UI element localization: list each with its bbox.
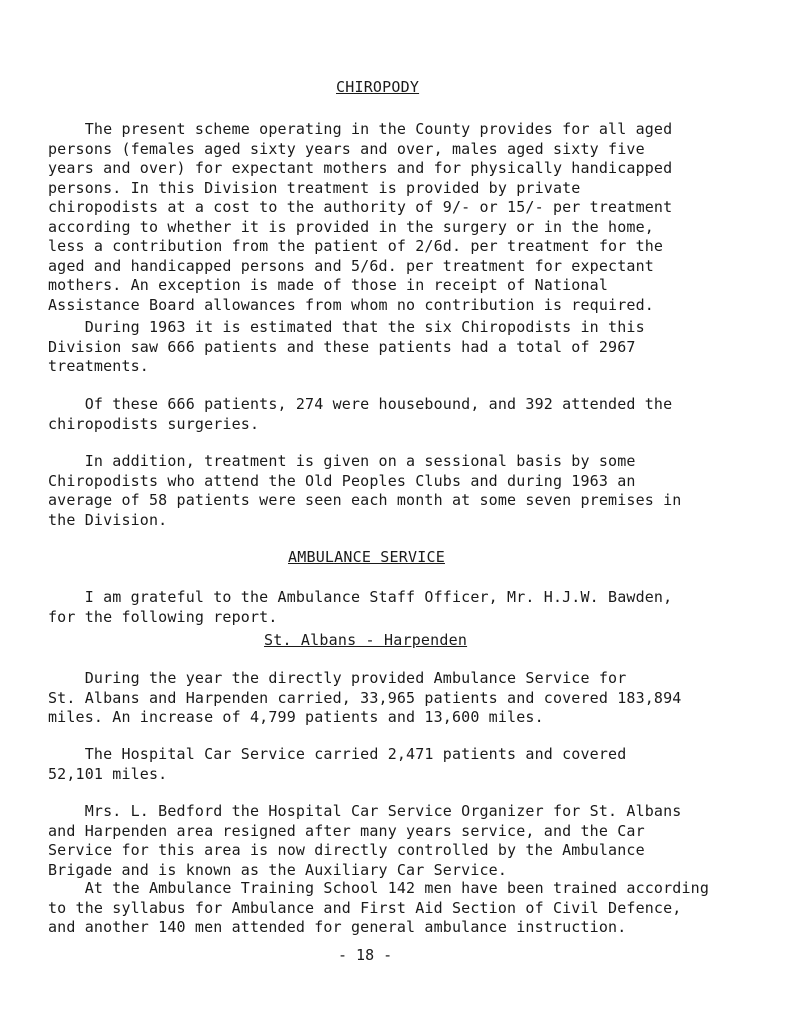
hospital-car-paragraph: The Hospital Car Service carried 2,471 patients and covered 52,101 miles. bbox=[48, 745, 627, 783]
st-albans-harpenden-heading: St. Albans - Harpenden bbox=[264, 631, 468, 649]
housebound-paragraph: Of these 666 patients, 274 were housebound, and 392 attended the chiropodists surgeries. bbox=[48, 395, 673, 433]
page-number: - 18 - bbox=[338, 946, 393, 964]
training-school-paragraph: At the Ambulance Training School 142 men have been trained according to the syllabus for Ambulance and First Aid Section of Civil Defence, and another 140 men attended for general ambulance instruction. bbox=[48, 879, 710, 936]
sessional-paragraph: In addition, treatment is given on a sessional basis by some Chiropodists who attend the Old Peoples Clubs and during 1963 an average of 58 patients were seen each month at some seven premises in the Division. bbox=[48, 452, 682, 529]
organizer-paragraph: Mrs. L. Bedford the Hospital Car Service Organizer for St. Albans and Harpenden area resigned after many years service, and the Car Service for this area is now directly controlled by the Ambulance Brigade and is known as the Auxiliary Car Service. bbox=[48, 802, 682, 879]
ambulance-service-heading: AMBULANCE SERVICE bbox=[288, 548, 445, 566]
chiropody-scheme-paragraph: The present scheme operating in the County provides for all aged persons (females aged sixty years and over, males aged sixty five years and over) for expectant mothers and for physically handicapped persons. In this Division treatment is provided by private chiropodists at a cost to the authority of 9/- or 15/- per treatment according to whether it is provided in the surgery or in the home, less a contribution from the patient of 2/6d. per treatment for the aged and handicapped persons and 5/6d. per treatment for expectant mothers. An exception is made of those in receipt of National Assistance Board allowances from whom no contribution is required. bbox=[48, 120, 673, 314]
ambulance-statistics-paragraph: During the year the directly provided Ambulance Service for St. Albans and Harpenden carried, 33,965 patients and covered 183,894 miles. An increase of 4,799 patients and 13,600 miles. bbox=[48, 669, 682, 726]
ambulance-intro-paragraph: I am grateful to the Ambulance Staff Officer, Mr. H.J.W. Bawden, for the following report. bbox=[48, 588, 673, 626]
chiropody-1963-paragraph: During 1963 it is estimated that the six Chiropodists in this Division saw 666 patients and these patients had a total of 2967 treatments. bbox=[48, 318, 645, 375]
chiropody-heading: CHIROPODY bbox=[336, 78, 420, 96]
